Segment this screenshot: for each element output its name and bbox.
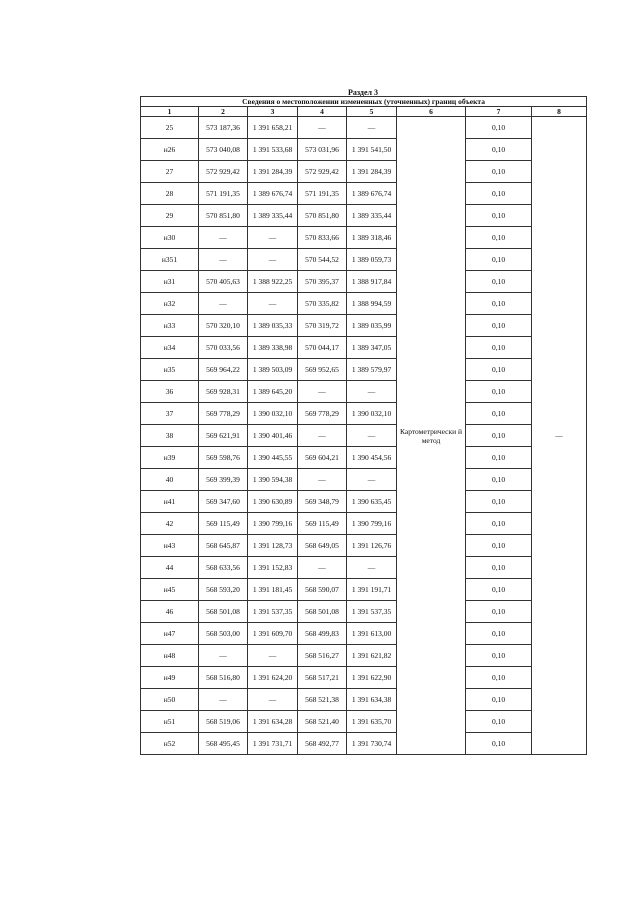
table-cell: —: [199, 689, 248, 711]
table-row: [141, 689, 587, 711]
table-cell: 569 115,49: [199, 513, 248, 535]
table-cell: 573 040,08: [199, 139, 248, 161]
table-cell: 1 391 634,38: [347, 689, 397, 711]
table-cell: 37: [141, 403, 199, 425]
table-row: [141, 381, 587, 403]
table-cell: —: [199, 645, 248, 667]
table-cell: 570 544,52: [298, 249, 347, 271]
table-cell: —: [248, 293, 298, 315]
table-cell: 0,10: [466, 205, 532, 227]
table-cell: 570 335,82: [298, 293, 347, 315]
table-row: [141, 117, 587, 139]
table-cell: 570 851,80: [298, 205, 347, 227]
table-cell: н39: [141, 447, 199, 469]
table-cell: —: [298, 469, 347, 491]
table-row: [141, 139, 587, 161]
table-cell: 568 501,08: [298, 601, 347, 623]
table-cell: н31: [141, 271, 199, 293]
table-cell: 1 390 454,56: [347, 447, 397, 469]
table-cell: 568 503,00: [199, 623, 248, 645]
table-cell: н32: [141, 293, 199, 315]
table-row: [141, 183, 587, 205]
table-cell: 0,10: [466, 513, 532, 535]
table-cell: 1 390 445,55: [248, 447, 298, 469]
table-cell: 1 389 676,74: [347, 183, 397, 205]
table-cell: 568 499,83: [298, 623, 347, 645]
table-cell: 568 521,40: [298, 711, 347, 733]
table-cell: 0,10: [466, 733, 532, 755]
table-cell: 569 115,49: [298, 513, 347, 535]
table-cell: 568 645,87: [199, 535, 248, 557]
table-row: [141, 513, 587, 535]
table-cell: 569 928,31: [199, 381, 248, 403]
table-cell: 1 389 035,99: [347, 315, 397, 337]
column-header: 6: [397, 107, 466, 117]
table-cell: 571 191,35: [298, 183, 347, 205]
section-title: Раздел 3: [347, 88, 379, 97]
table-cell: 1 390 799,16: [347, 513, 397, 535]
table-cell: —: [298, 117, 347, 139]
table-body: [141, 117, 587, 755]
table-cell: 570 033,56: [199, 337, 248, 359]
table-cell: н351: [141, 249, 199, 271]
table-cell: 1 391 635,70: [347, 711, 397, 733]
table-cell: 1 390 032,10: [347, 403, 397, 425]
table-row: [141, 271, 587, 293]
table-cell: 0,10: [466, 117, 532, 139]
table-cell: 570 320,10: [199, 315, 248, 337]
table-row: [141, 447, 587, 469]
table-cell: 570 395,37: [298, 271, 347, 293]
table-cell: 573 187,36: [199, 117, 248, 139]
table-cell: н45: [141, 579, 199, 601]
table-cell: 0,10: [466, 557, 532, 579]
table-cell: 1 389 347,05: [347, 337, 397, 359]
table-cell: 1 391 658,21: [248, 117, 298, 139]
table-cell: 1 390 401,46: [248, 425, 298, 447]
table-cell: 1 389 335,44: [248, 205, 298, 227]
table-cell: 0,10: [466, 667, 532, 689]
table-cell: 0,10: [466, 249, 532, 271]
table-cell: —: [298, 381, 347, 403]
table-cell: 569 598,76: [199, 447, 248, 469]
table-row: [141, 249, 587, 271]
table-cell: 1 391 126,76: [347, 535, 397, 557]
table-row: [141, 315, 587, 337]
table-cell: 36: [141, 381, 199, 403]
table-cell: н47: [141, 623, 199, 645]
table-cell: 1 389 676,74: [248, 183, 298, 205]
table-cell: 1 391 537,35: [248, 601, 298, 623]
table-row: [141, 161, 587, 183]
table-row: [141, 425, 587, 447]
table-cell: 1 388 994,59: [347, 293, 397, 315]
table-cell: —: [199, 249, 248, 271]
table-cell: 1 391 284,39: [248, 161, 298, 183]
table-cell: 568 501,08: [199, 601, 248, 623]
table-cell: —: [347, 425, 397, 447]
table-cell: 570 405,63: [199, 271, 248, 293]
table-cell: 0,10: [466, 601, 532, 623]
column-header: 2: [199, 107, 248, 117]
table-cell: н48: [141, 645, 199, 667]
table-cell: 573 031,96: [298, 139, 347, 161]
table-cell: —: [347, 117, 397, 139]
table-cell: 570 319,72: [298, 315, 347, 337]
table-cell: 568 590,07: [298, 579, 347, 601]
table-cell: 28: [141, 183, 199, 205]
table-cell: 0,10: [466, 271, 532, 293]
table-cell: —: [347, 557, 397, 579]
table-cell: —: [248, 227, 298, 249]
table-cell: 569 778,29: [298, 403, 347, 425]
table-cell: 1 390 799,16: [248, 513, 298, 535]
table-cell: 0,10: [466, 689, 532, 711]
table-cell: 1 391 609,70: [248, 623, 298, 645]
table-cell: 1 389 059,73: [347, 249, 397, 271]
table-row: [141, 601, 587, 623]
table-row: [141, 337, 587, 359]
table-row: [141, 359, 587, 381]
column-header: 1: [141, 107, 199, 117]
table-cell: 0,10: [466, 535, 532, 557]
table-cell: 27: [141, 161, 199, 183]
table-cell: 0,10: [466, 227, 532, 249]
table-cell: 569 348,79: [298, 491, 347, 513]
table-cell: 1 391 731,71: [248, 733, 298, 755]
table-cell: 1 391 128,73: [248, 535, 298, 557]
table-cell: 1 391 730,74: [347, 733, 397, 755]
table-cell: 568 495,45: [199, 733, 248, 755]
table-cell: 568 516,27: [298, 645, 347, 667]
table-cell: 570 044,17: [298, 337, 347, 359]
table-cell: 1 391 621,82: [347, 645, 397, 667]
table-cell: н51: [141, 711, 199, 733]
table-cell: н43: [141, 535, 199, 557]
column-header: 5: [347, 107, 397, 117]
table-cell: н34: [141, 337, 199, 359]
table-cell: 1 391 181,45: [248, 579, 298, 601]
table-cell: 0,10: [466, 183, 532, 205]
table-cell: 0,10: [466, 293, 532, 315]
table-cell: н30: [141, 227, 199, 249]
table-row: [141, 403, 587, 425]
table-row: [141, 227, 587, 249]
table-cell: 1 391 622,90: [347, 667, 397, 689]
table-row: [141, 557, 587, 579]
table-cell: 1 390 630,89: [248, 491, 298, 513]
table-cell: 571 191,35: [199, 183, 248, 205]
table-cell: —: [248, 689, 298, 711]
table-cell: 1 390 635,45: [347, 491, 397, 513]
col8-cell: —: [532, 117, 587, 755]
table-cell: 569 347,60: [199, 491, 248, 513]
table-cell: 1 389 503,09: [248, 359, 298, 381]
table-cell: 0,10: [466, 381, 532, 403]
table-cell: 568 519,06: [199, 711, 248, 733]
table-cell: —: [347, 381, 397, 403]
table-cell: 1 391 533,68: [248, 139, 298, 161]
table-cell: 25: [141, 117, 199, 139]
table-cell: 569 964,22: [199, 359, 248, 381]
table-cell: 1 391 284,39: [347, 161, 397, 183]
table-cell: 1 391 152,83: [248, 557, 298, 579]
method-cell: Картометрически й метод: [397, 117, 466, 755]
table-cell: 570 833,66: [298, 227, 347, 249]
table-cell: 569 778,29: [199, 403, 248, 425]
table-cell: 0,10: [466, 139, 532, 161]
table-cell: 568 521,38: [298, 689, 347, 711]
table-cell: 1 390 594,38: [248, 469, 298, 491]
table-cell: 29: [141, 205, 199, 227]
table-cell: 568 649,05: [298, 535, 347, 557]
table-cell: 0,10: [466, 579, 532, 601]
table-cell: —: [199, 227, 248, 249]
table-cell: 0,10: [466, 711, 532, 733]
table-cell: 1 389 335,44: [347, 205, 397, 227]
table-title: Сведения о местоположении измененных (уточненных) границ объекта: [141, 97, 587, 107]
table-row: [141, 645, 587, 667]
table-cell: 569 399,39: [199, 469, 248, 491]
table-cell: —: [248, 249, 298, 271]
table-cell: 1 389 645,20: [248, 381, 298, 403]
table-cell: 38: [141, 425, 199, 447]
table-cell: н33: [141, 315, 199, 337]
table-cell: 1 391 624,20: [248, 667, 298, 689]
table-cell: 1 391 191,71: [347, 579, 397, 601]
table-cell: 0,10: [466, 403, 532, 425]
table-cell: н26: [141, 139, 199, 161]
table-cell: 568 492,77: [298, 733, 347, 755]
table-row: [141, 711, 587, 733]
table-cell: н41: [141, 491, 199, 513]
table-cell: 0,10: [466, 469, 532, 491]
table-row: [141, 667, 587, 689]
table-cell: 1 391 613,00: [347, 623, 397, 645]
table-cell: 1 389 035,33: [248, 315, 298, 337]
table-row: [141, 205, 587, 227]
table-cell: 1 388 922,25: [248, 271, 298, 293]
table-cell: 0,10: [466, 491, 532, 513]
table-cell: 1 389 338,98: [248, 337, 298, 359]
table-row: [141, 491, 587, 513]
table-cell: 569 621,91: [199, 425, 248, 447]
table-cell: 44: [141, 557, 199, 579]
table-row: [141, 293, 587, 315]
table-cell: н49: [141, 667, 199, 689]
column-header: 4: [298, 107, 347, 117]
table-cell: 0,10: [466, 447, 532, 469]
table-cell: 42: [141, 513, 199, 535]
table-cell: н35: [141, 359, 199, 381]
table-cell: —: [298, 557, 347, 579]
table-cell: 1 391 541,50: [347, 139, 397, 161]
table-cell: 568 593,20: [199, 579, 248, 601]
table-cell: 40: [141, 469, 199, 491]
table-cell: 568 633,56: [199, 557, 248, 579]
table-cell: 1 391 634,28: [248, 711, 298, 733]
table-cell: 569 952,65: [298, 359, 347, 381]
column-header: 8: [532, 107, 587, 117]
table-cell: 570 851,80: [199, 205, 248, 227]
table-cell: 0,10: [466, 645, 532, 667]
table-cell: 1 389 318,46: [347, 227, 397, 249]
table-cell: 1 389 579,97: [347, 359, 397, 381]
table-cell: 0,10: [466, 337, 532, 359]
table-cell: —: [298, 425, 347, 447]
table-cell: 0,10: [466, 161, 532, 183]
table-cell: 572 929,42: [298, 161, 347, 183]
table-cell: 46: [141, 601, 199, 623]
table-cell: н52: [141, 733, 199, 755]
column-header: 3: [248, 107, 298, 117]
table-cell: 1 391 537,35: [347, 601, 397, 623]
boundary-table: [140, 96, 587, 755]
table-cell: 1 390 032,10: [248, 403, 298, 425]
table-cell: 568 516,80: [199, 667, 248, 689]
table-cell: 568 517,21: [298, 667, 347, 689]
table-cell: 0,10: [466, 623, 532, 645]
table-cell: 0,10: [466, 359, 532, 381]
table-cell: 0,10: [466, 425, 532, 447]
table-row: [141, 623, 587, 645]
table-row: [141, 733, 587, 755]
table-cell: 0,10: [466, 315, 532, 337]
table-cell: —: [347, 469, 397, 491]
table-cell: —: [199, 293, 248, 315]
table-cell: —: [248, 645, 298, 667]
table-cell: 572 929,42: [199, 161, 248, 183]
column-header: 7: [466, 107, 532, 117]
column-header-row: [141, 107, 587, 117]
table-row: [141, 535, 587, 557]
table-row: [141, 469, 587, 491]
table-cell: 569 604,21: [298, 447, 347, 469]
table-cell: н50: [141, 689, 199, 711]
table-row: [141, 579, 587, 601]
table-cell: 1 388 917,84: [347, 271, 397, 293]
